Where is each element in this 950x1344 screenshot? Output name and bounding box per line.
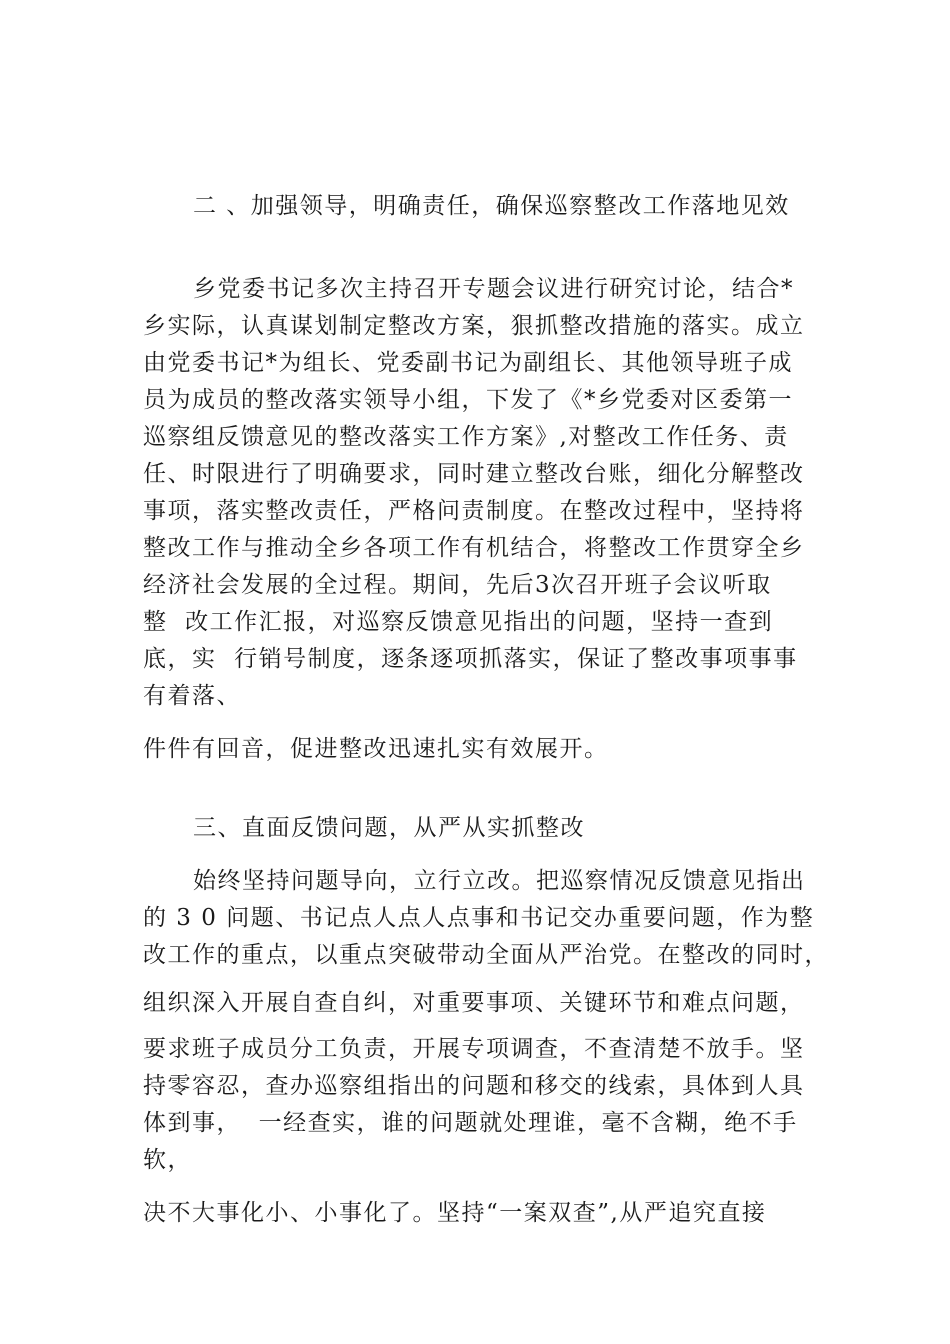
paragraph-line: 整 改工作汇报，对巡察反馈意见指出的问题，坚持一查到 xyxy=(143,609,774,635)
paragraph-line: 组织深入开展自查自纠，对重要事项、关键环节和难点问题， xyxy=(143,990,805,1016)
paragraph-line: 乡党委书记多次主持召开专题会议进行研究讨论，结合* xyxy=(193,276,794,302)
paragraph-line: 任、时限进行了明确要求，同时建立整改台账，细化分解整改 xyxy=(143,461,805,487)
section-heading: 二 、加强领导，明确责任，确保巡察整改工作落地见效 xyxy=(193,193,790,219)
paragraph-line: 要求班子成员分工负责，开展专项调查，不查清楚不放手。坚 xyxy=(143,1036,805,1062)
paragraph-line: 整改工作与推动全乡各项工作有机结合，将整改工作贯穿全乡 xyxy=(143,535,805,561)
paragraph-line: 员为成员的整改落实领导小组，下发了《*乡党委对区委第一 xyxy=(143,387,793,413)
paragraph-line: 改工作的重点，以重点突破带动全面从严治党。在整改的同时， xyxy=(143,942,829,968)
paragraph-line: 持零容忍，查办巡察组指出的问题和移交的线索，具体到人具 xyxy=(143,1073,805,1099)
paragraph-line: 件件有回音，促进整改迅速扎实有效展开。 xyxy=(143,736,609,762)
paragraph-line: 乡实际，认真谋划制定整改方案，狠抓整改措施的落实。成立 xyxy=(143,313,805,339)
paragraph-line: 始终坚持问题导向，立行立改。把巡察情况反馈意见指出 xyxy=(193,868,806,894)
paragraph-line: 巡察组反馈意见的整改落实工作方案》,对整改工作任务、责 xyxy=(143,424,789,450)
paragraph-line: 软， xyxy=(143,1147,192,1173)
paragraph-line: 的 3 0 问题、书记点人点人点事和书记交办重要问题，作为整 xyxy=(143,905,815,931)
paragraph-line: 经济社会发展的全过程。期间，先后3次召开班子会议听取 xyxy=(143,572,772,598)
paragraph-line: 决不大事化小、小事化了。坚持“一案双查”,从严追究直接 xyxy=(143,1200,767,1226)
paragraph-line: 底，实 行销号制度，逐条逐项抓落实，保证了整改事项事事 xyxy=(143,646,798,672)
paragraph-line: 体到事， 一经查实，谁的问题就处理谁，毫不含糊，绝不手 xyxy=(143,1110,798,1136)
paragraph-line: 有着落、 xyxy=(143,683,241,709)
paragraph-line: 由党委书记*为组长、党委副书记为副组长、其他领导班子成 xyxy=(143,350,793,376)
paragraph-line: 事项，落实整改责任，严格问责制度。在整改过程中，坚持将 xyxy=(143,498,805,524)
section-heading: 三、直面反馈问题，从严从实抓整改 xyxy=(193,815,585,841)
